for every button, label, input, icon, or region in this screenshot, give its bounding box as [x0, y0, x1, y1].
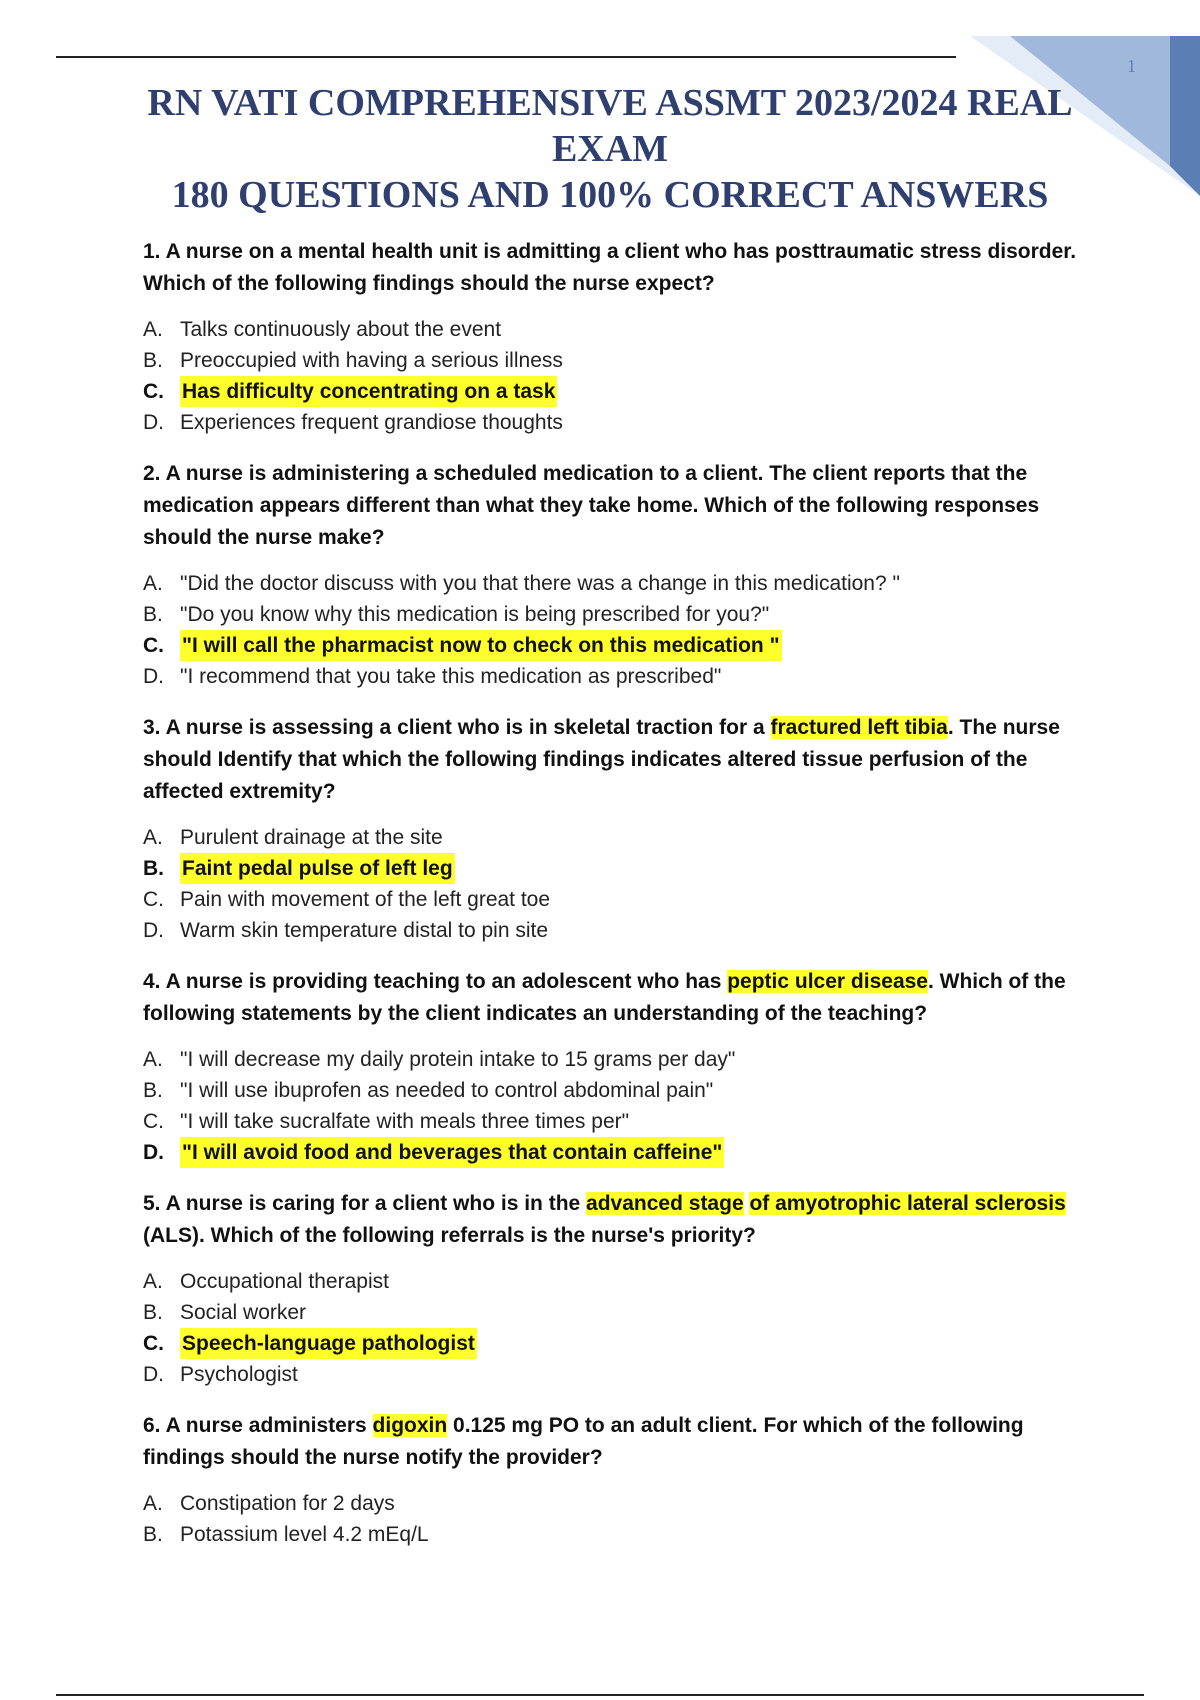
highlighted-phrase: advanced stage	[586, 1192, 744, 1215]
answer-option	[143, 568, 1083, 599]
option-text: Pain with movement of the left great toe	[180, 888, 551, 911]
option-text: "I recommend that you take this medication as prescribed"	[180, 665, 722, 688]
question-stem-end: (ALS). Which of the following referrals is the nurse's priority?	[143, 1224, 756, 1247]
option-text-highlighted: Faint pedal pulse of left leg	[180, 853, 455, 884]
option-text: Warm skin temperature distal to pin site	[180, 919, 549, 942]
option-letter: C.	[143, 888, 164, 911]
option-text-highlighted: "I will avoid food and beverages that contain caffeine"	[180, 1137, 724, 1168]
option-text: Purulent drainage at the site	[180, 826, 443, 849]
option-letter: A.	[143, 1492, 163, 1515]
option-letter: C.	[143, 634, 164, 657]
option-text: Social worker	[180, 1301, 307, 1324]
answer-option	[143, 884, 1083, 915]
question-text	[143, 966, 1083, 1030]
option-letter: A.	[143, 1048, 163, 1071]
option-text: Constipation for 2 days	[180, 1492, 395, 1515]
option-letter: B.	[143, 1079, 163, 1102]
highlighted-phrase: digoxin	[372, 1414, 448, 1437]
option-letter: A.	[143, 1270, 163, 1293]
answer-option	[143, 1075, 1083, 1106]
question-stem-end: . The nurse should Identify that which the following findings indicates altered tissue perfusion of the affected extremity?	[143, 716, 1060, 803]
answer-options	[143, 822, 1083, 946]
question-text	[143, 458, 1083, 554]
option-text: "Did the doctor discuss with you that there was a change in this medication? "	[180, 572, 900, 595]
question-stem-end: . Which of the following statements by the client indicates an understanding of the teaching?	[143, 970, 1066, 1025]
title-line-2: 180 QUESTIONS AND 100% CORRECT ANSWERS	[171, 174, 1049, 216]
header-rule	[56, 56, 956, 58]
correct-answer-option	[143, 853, 1083, 884]
option-text: "I will decrease my daily protein intake to 15 grams per day"	[180, 1048, 736, 1071]
question-stem: 2. A nurse is administering a scheduled medication to a client. The client reports that the medication appears different than what they take home. Which of the following responses should the nurse make?	[143, 462, 1040, 549]
option-letter: A.	[143, 318, 163, 341]
correct-answer-option	[143, 376, 1083, 407]
answer-options	[143, 1044, 1083, 1168]
question-block	[143, 458, 1083, 692]
answer-option	[143, 407, 1083, 438]
highlighted-phrase: peptic ulcer disease	[727, 970, 928, 993]
question-stem: 6. A nurse administers	[143, 1414, 373, 1437]
option-letter: B.	[143, 349, 163, 372]
question-block	[143, 1188, 1083, 1390]
option-letter: B.	[143, 857, 164, 880]
option-text: Psychologist	[180, 1363, 298, 1386]
option-text: Occupational therapist	[180, 1270, 389, 1293]
question-block	[143, 236, 1083, 438]
option-letter: B.	[143, 603, 163, 626]
question-list	[143, 236, 1083, 1570]
option-letter: B.	[143, 1301, 163, 1324]
option-text: Potassium level 4.2 mEq/L	[180, 1523, 429, 1546]
answer-option	[143, 1519, 1083, 1550]
answer-options	[143, 1488, 1083, 1550]
question-stem: 3. A nurse is assessing a client who is in skeletal traction for a	[143, 716, 771, 739]
question-text	[143, 236, 1083, 300]
option-letter: D.	[143, 1363, 164, 1386]
option-text: "I will use ibuprofen as needed to control abdominal pain"	[180, 1079, 714, 1102]
option-letter: D.	[143, 665, 164, 688]
option-text: "I will take sucralfate with meals three times per"	[180, 1110, 630, 1133]
question-stem: 4. A nurse is providing teaching to an adolescent who has	[143, 970, 728, 993]
option-letter: D.	[143, 919, 164, 942]
option-text-highlighted: Speech-language pathologist	[180, 1328, 477, 1359]
question-block	[143, 1410, 1083, 1550]
answer-option	[143, 1359, 1083, 1390]
answer-option	[143, 661, 1083, 692]
correct-answer-option	[143, 1328, 1083, 1359]
option-letter: A.	[143, 826, 163, 849]
correct-answer-option	[143, 1137, 1083, 1168]
option-letter: B.	[143, 1523, 163, 1546]
answer-option	[143, 1266, 1083, 1297]
answer-option	[143, 915, 1083, 946]
option-text: Preoccupied with having a serious illness	[180, 349, 563, 372]
answer-options	[143, 1266, 1083, 1390]
question-stem-end: 0.125 mg PO to an adult client. For which of the following findings should the nurse notify the provider?	[143, 1414, 1024, 1469]
question-stem: 1. A nurse on a mental health unit is admitting a client who has posttraumatic stress disorder. Which of the following findings should the nurse expect?	[143, 240, 1077, 295]
option-letter: D.	[143, 411, 164, 434]
footer-rule	[56, 1694, 1144, 1696]
option-letter: C.	[143, 1110, 164, 1133]
answer-option	[143, 822, 1083, 853]
question-text	[143, 1188, 1083, 1252]
option-text-highlighted: Has difficulty concentrating on a task	[180, 376, 557, 407]
question-stem: 5. A nurse is caring for a client who is in the	[143, 1192, 587, 1215]
option-letter: D.	[143, 1141, 164, 1164]
option-letter: C.	[143, 380, 164, 403]
answer-option	[143, 314, 1083, 345]
answer-options	[143, 314, 1083, 438]
answer-option	[143, 345, 1083, 376]
page-number: 1	[1127, 56, 1136, 76]
question-block	[143, 966, 1083, 1168]
question-block	[143, 712, 1083, 946]
answer-option	[143, 1297, 1083, 1328]
answer-options	[143, 568, 1083, 692]
answer-option	[143, 1488, 1083, 1519]
option-letter: C.	[143, 1332, 164, 1355]
correct-answer-option	[143, 630, 1083, 661]
option-text: Experiences frequent grandiose thoughts	[180, 411, 563, 434]
option-text-highlighted: "I will call the pharmacist now to check on this medication "	[180, 630, 782, 661]
title-line-1: RN VATI COMPREHENSIVE ASSMT 2023/2024 REAL EXAM	[147, 82, 1073, 170]
document-title	[110, 80, 1110, 218]
question-text	[143, 712, 1083, 808]
option-letter: A.	[143, 572, 163, 595]
option-text: "Do you know why this medication is being prescribed for you?"	[180, 603, 770, 626]
highlighted-phrase: of amyotrophic lateral sclerosis	[749, 1192, 1066, 1215]
highlighted-phrase: fractured left tibia	[770, 716, 948, 739]
answer-option	[143, 599, 1083, 630]
answer-option	[143, 1106, 1083, 1137]
option-text: Talks continuously about the event	[180, 318, 502, 341]
question-text	[143, 1410, 1083, 1474]
answer-option	[143, 1044, 1083, 1075]
